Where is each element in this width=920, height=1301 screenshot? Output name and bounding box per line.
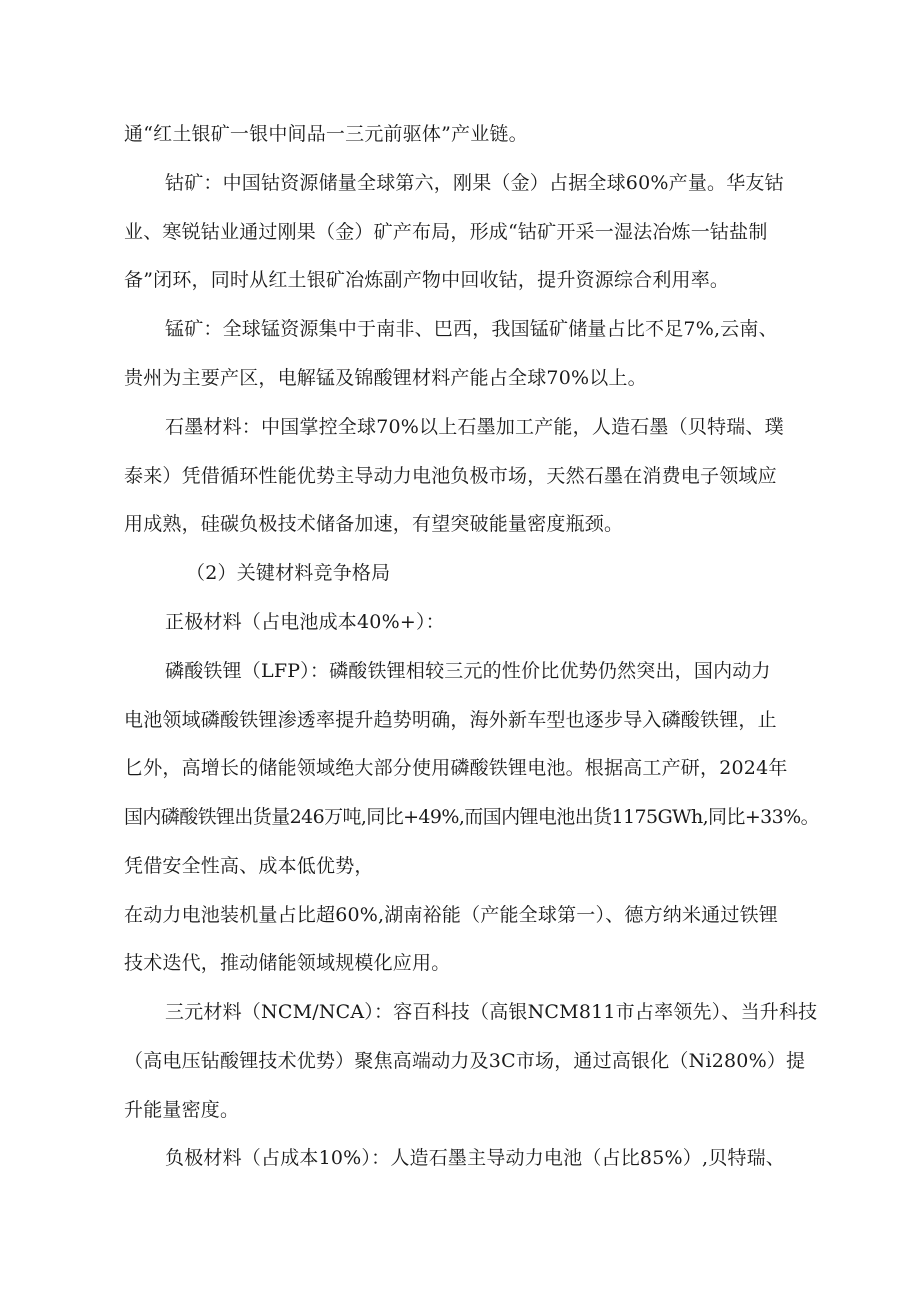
paragraph-line: （高电压钻酸锂技术优势）聚焦高端动力及3C市场，通过高银化（Ni280%）提 (124, 1050, 806, 1072)
paragraph-line: 备”闭环，同时从红土银矿冶炼副产物中回收钴，提升资源综合利用率。 (124, 269, 730, 291)
paragraph-line: 凭借安全性高、成本低优势， (124, 855, 374, 877)
paragraph-line: 负极材料（占成本10%）：人造石墨主导动力电池（占比85%）,贝特瑞、 (165, 1147, 786, 1169)
section-heading: （2）关键材料竞争格局 (186, 562, 391, 584)
paragraph-line: 石墨材料：中国掌控全球70%以上石墨加工产能，人造石墨（贝特瑞、璞 (165, 416, 784, 438)
paragraph-line: 用成熟，硅碳负极技术储备加速，有望突破能量密度瓶颈。 (124, 513, 624, 535)
paragraph-line: 钴矿：中国钴资源储量全球第六，刚果（金）占据全球60%产量。华友钴 (165, 172, 784, 194)
paragraph-line: 在动力电池装机量占比超60%,湖南裕能（产能全球第一）、德方纳米通过铁锂 (124, 904, 778, 926)
paragraph-line: 正极材料（占电池成本40%+）： (165, 611, 445, 633)
paragraph-line: 磷酸铁锂（LFP）：磷酸铁锂相较三元的性价比优势仍然突出，国内动力 (165, 660, 771, 682)
paragraph-line: 泰来）凭借循环性能优势主导动力电池负极市场，天然石墨在消费电子领域应 (124, 465, 777, 487)
paragraph-line: 匕外，高增长的储能领域绝大部分使用磷酸铁锂电池。根据高工产研，2024年 (124, 757, 788, 779)
paragraph-line: 三元材料（NCM/NCA）：容百科技（高银NCM811市占率领先）、当升科技 (165, 1001, 818, 1023)
paragraph-line: 国内磷酸铁锂出货量246万吨,同比+49%,而国内锂电池出货1175GWh,同比+33%。 (124, 806, 819, 828)
paragraph-line: 电池领域磷酸铁锂渗透率提升趋势明确，海外新车型也逐步导入磷酸铁锂，止 (124, 709, 777, 731)
paragraph-line: 业、寒锐钴业通过刚果（金）矿产布局，形成“钴矿开采一湿法冶炼一钴盐制 (124, 221, 768, 243)
paragraph-line: 锰矿：全球锰资源集中于南非、巴西，我国锰矿储量占比不足7%,云南、 (165, 318, 778, 340)
paragraph-line: 技术迭代，推动储能领域规模化应用。 (124, 952, 451, 974)
paragraph-line: 贵州为主要产区，电解锰及锦酸锂材料产能占全球70%以上。 (124, 367, 647, 389)
paragraph-line: 通“红土银矿一银中间品一三元前驱体”产业链。 (124, 123, 528, 145)
paragraph-line: 升能量密度。 (124, 1099, 240, 1121)
